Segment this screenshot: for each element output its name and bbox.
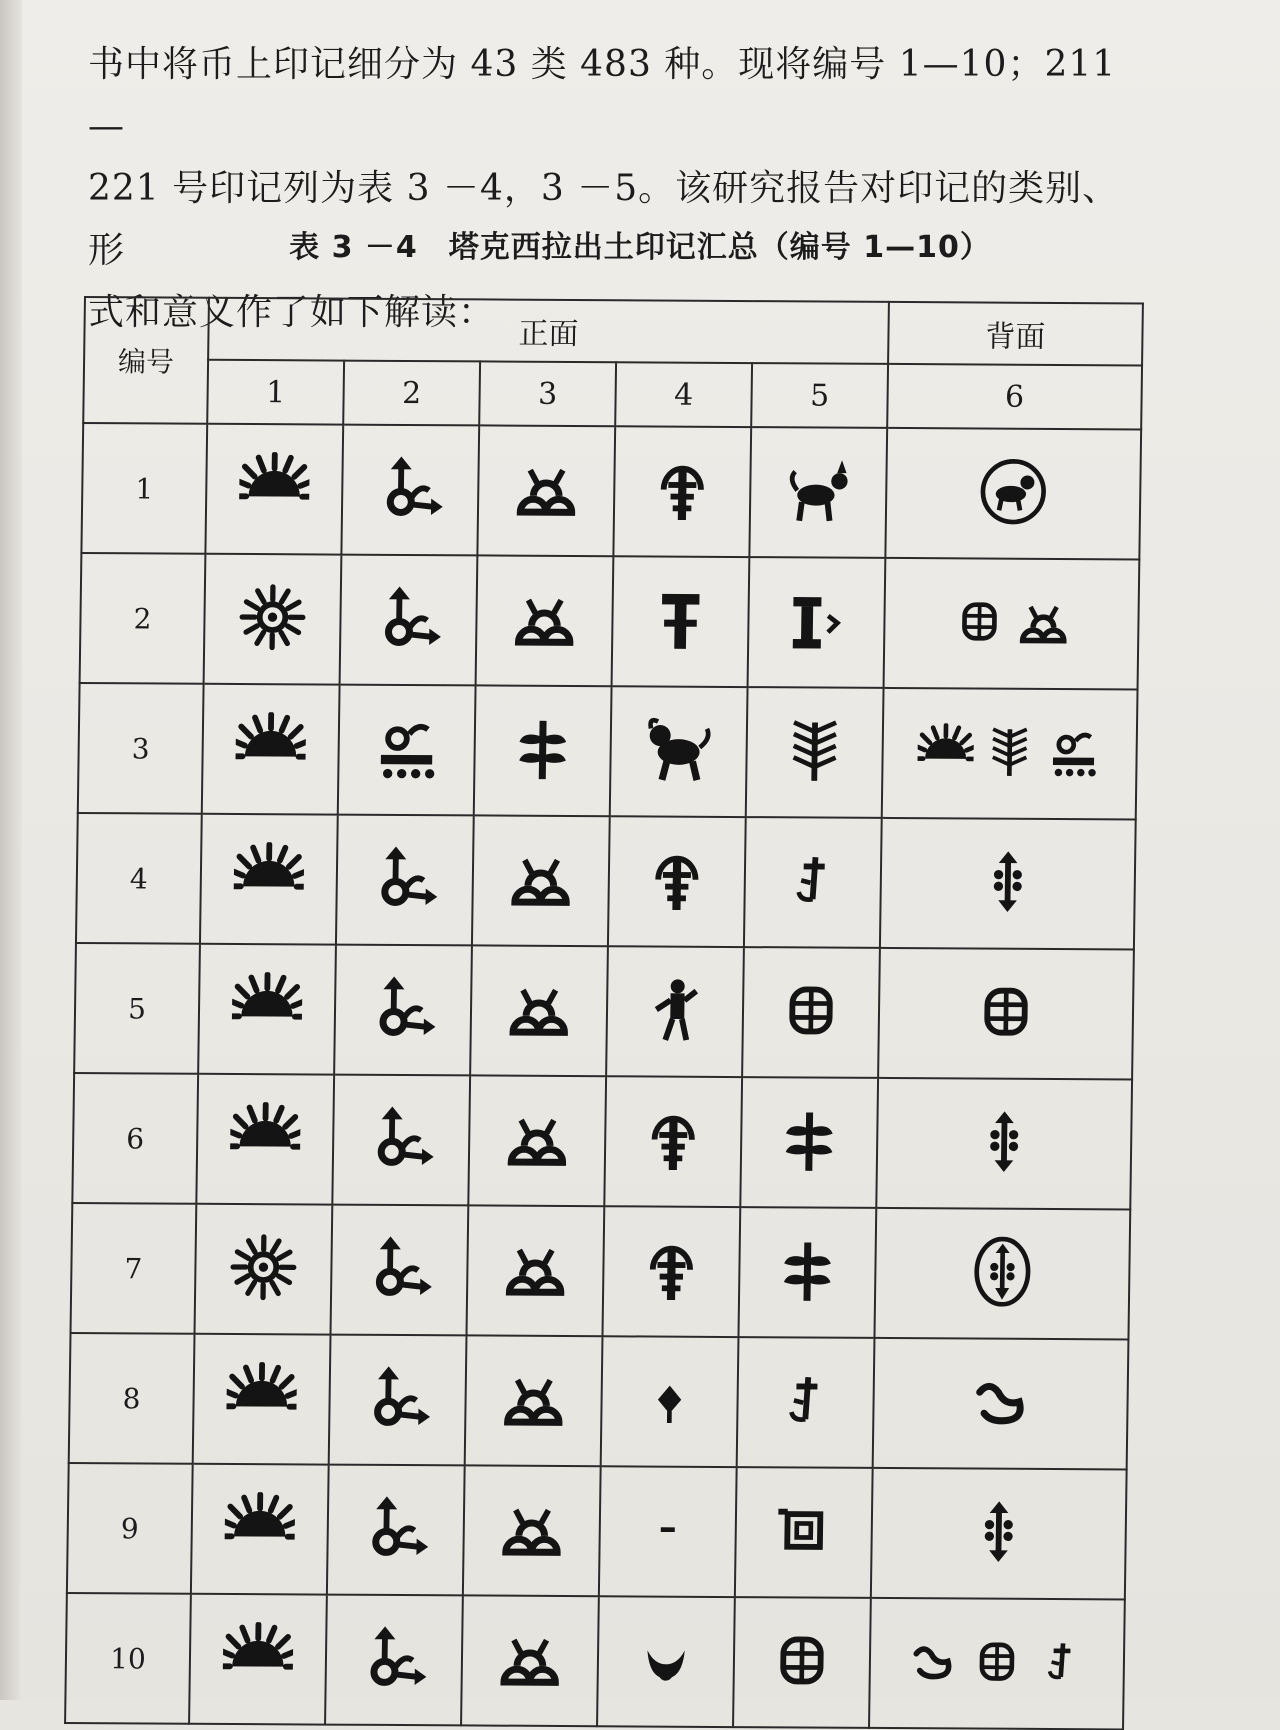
column-number: 1 xyxy=(207,360,344,425)
arrow-caduceus-symbol xyxy=(369,843,440,913)
table-row xyxy=(65,1593,1125,1729)
seal-cell xyxy=(468,1075,606,1206)
row-number: 2 xyxy=(80,553,206,684)
seal-mark-group xyxy=(776,975,847,1045)
seal-cell xyxy=(474,685,612,816)
seal-cell xyxy=(202,684,340,815)
seal-cell xyxy=(608,816,746,947)
seal-cell xyxy=(606,946,744,1077)
three-arched-hill-symbol xyxy=(505,844,576,914)
seal-mark-group xyxy=(770,1365,841,1435)
sun-symbol xyxy=(232,972,303,1042)
seal-cell xyxy=(470,945,608,1076)
seal-mark-group xyxy=(502,1104,573,1174)
seal-cell xyxy=(476,555,614,686)
sun-symbol xyxy=(230,1102,301,1172)
seal-cell xyxy=(749,427,887,558)
seal-cell xyxy=(876,1078,1132,1210)
standard-with-hook-symbol xyxy=(781,585,852,655)
tree-symbol xyxy=(981,724,1038,780)
three-arched-hill-symbol xyxy=(498,1364,569,1434)
seal-mark-group xyxy=(774,1105,845,1175)
small-glyph-symbol xyxy=(770,1365,841,1435)
seal-table-wrapper xyxy=(64,296,1144,1730)
intro-line: 221 号印记列为表 3 －4，3 －5。该研究报告对印记的类别、形 xyxy=(88,158,1148,282)
barrel-symbol xyxy=(971,976,1042,1046)
seal-mark-group xyxy=(630,1624,701,1694)
seal-cell xyxy=(880,818,1136,950)
seal-cell xyxy=(196,1074,334,1205)
seal-mark-group xyxy=(917,723,1102,780)
row-number: 9 xyxy=(67,1463,193,1594)
seal-cell xyxy=(733,1597,871,1728)
sun-wheel-symbol xyxy=(228,1232,299,1302)
table-row xyxy=(67,1463,1127,1599)
seal-cell xyxy=(604,1076,742,1207)
seal-cell xyxy=(869,1598,1125,1730)
column-number: 6 xyxy=(887,364,1142,430)
seal-mark-group xyxy=(643,714,714,784)
row-number: 1 xyxy=(81,423,207,554)
intro-line: 书中将币上印记细分为 43 类 483 种。现将编号 1—10；211— xyxy=(88,34,1148,158)
seal-mark-group xyxy=(779,715,850,785)
seal-cell xyxy=(329,1335,467,1466)
seal-mark-group xyxy=(226,1362,297,1432)
frame-glyph-symbol xyxy=(768,1495,839,1565)
three-arched-hill-symbol xyxy=(504,974,575,1044)
animal-in-circle-symbol xyxy=(978,456,1049,526)
seal-cell xyxy=(873,1338,1129,1470)
seal-cell xyxy=(871,1468,1127,1600)
seal-cell xyxy=(610,686,748,817)
taurine-symbol xyxy=(972,846,1043,916)
arrow-caduceus-symbol xyxy=(366,1103,437,1173)
table-row xyxy=(80,553,1140,689)
sun-symbol xyxy=(917,723,974,779)
row-number: 4 xyxy=(76,813,202,944)
seal-mark-group xyxy=(364,1233,435,1303)
table-row xyxy=(76,813,1136,949)
seal-mark-group xyxy=(500,1234,571,1304)
row-number: 8 xyxy=(69,1333,195,1464)
seal-cell xyxy=(334,945,472,1076)
seal-mark-group xyxy=(223,1622,294,1692)
seal-mark-group xyxy=(951,593,1072,650)
diamond-symbol xyxy=(634,1364,705,1434)
seal-mark-group xyxy=(369,843,440,913)
seal-mark-group xyxy=(511,454,582,524)
row-number: 3 xyxy=(78,683,204,814)
tree-in-railing-symbol xyxy=(638,1104,709,1174)
seal-mark-group xyxy=(766,1625,837,1695)
branch-symbol xyxy=(507,714,578,784)
seal-cell xyxy=(882,688,1138,820)
seal-cell xyxy=(738,1207,876,1338)
row-number: 10 xyxy=(65,1593,191,1724)
seal-mark-group xyxy=(366,1103,437,1173)
seal-mark-group xyxy=(235,712,306,782)
standard-symbol xyxy=(645,584,716,654)
seal-mark-group xyxy=(359,1623,430,1693)
row-number: 7 xyxy=(71,1203,197,1334)
seal-mark-group xyxy=(494,1624,565,1694)
taurine-symbol xyxy=(969,1106,1040,1176)
seal-mark-group xyxy=(768,1495,839,1565)
small-glyph-symbol xyxy=(777,845,848,915)
seal-cell xyxy=(735,1467,873,1598)
seal-mark-group xyxy=(233,842,304,912)
small-glyph-symbol xyxy=(1033,1634,1090,1690)
seal-cell xyxy=(477,425,615,556)
animal-dog-symbol xyxy=(783,455,854,525)
sun-symbol xyxy=(223,1622,294,1692)
taurine-in-oval-symbol xyxy=(967,1236,1038,1306)
seal-mark-group xyxy=(239,452,310,522)
three-arched-hill-symbol xyxy=(500,1234,571,1304)
column-number: 3 xyxy=(479,361,616,426)
seal-cell xyxy=(338,685,476,816)
seal-cell xyxy=(189,1594,327,1725)
column-number: 4 xyxy=(615,362,752,427)
branch-symbol xyxy=(774,1105,845,1175)
hook-symbol xyxy=(905,1633,962,1689)
seal-cell xyxy=(195,1204,333,1335)
row-number: 6 xyxy=(72,1073,198,1204)
seal-mark-group xyxy=(971,976,1042,1046)
table-row xyxy=(74,943,1134,1079)
animal-bull-symbol xyxy=(643,714,714,784)
seal-cell xyxy=(204,554,342,685)
taurine-symbol xyxy=(963,1496,1034,1566)
seal-mark-group xyxy=(645,584,716,654)
seal-cell xyxy=(198,944,336,1075)
seal-mark-group xyxy=(232,972,303,1042)
column-number: 5 xyxy=(751,363,888,428)
seal-mark-group xyxy=(632,1494,703,1564)
seal-cell xyxy=(884,558,1140,690)
seal-mark-group xyxy=(972,846,1043,916)
seal-cell xyxy=(191,1464,329,1595)
arrow-caduceus-symbol xyxy=(364,1233,435,1303)
column-number: 2 xyxy=(343,361,480,426)
seal-mark-group xyxy=(224,1492,295,1562)
seal-mark-group xyxy=(967,1236,1038,1306)
row-number: 5 xyxy=(74,943,200,1074)
seal-cell xyxy=(742,947,880,1078)
seal-mark-group xyxy=(237,582,308,652)
seal-mark-group xyxy=(371,713,442,783)
seal-mark-group xyxy=(965,1366,1036,1436)
seal-cell xyxy=(737,1337,875,1468)
table-row xyxy=(71,1203,1131,1339)
arrow-caduceus-symbol xyxy=(375,453,446,523)
table-caption: 表 3 －4 塔克西拉出土印记汇总（编号 1—10） xyxy=(0,222,1280,266)
seal-cell xyxy=(193,1334,331,1465)
seal-cell xyxy=(602,1206,740,1337)
seal-mark-group xyxy=(509,584,580,654)
seal-mark-group xyxy=(641,844,712,914)
composite-symbol xyxy=(1045,724,1102,780)
seal-cell xyxy=(744,817,882,948)
seal-mark-group xyxy=(969,1106,1040,1176)
seal-cell xyxy=(463,1465,601,1596)
seal-cell xyxy=(340,555,478,686)
seal-marks-table xyxy=(64,296,1144,1730)
seal-mark-group xyxy=(505,844,576,914)
seal-cell xyxy=(336,815,474,946)
table-row xyxy=(72,1073,1132,1209)
tree-symbol xyxy=(779,715,850,785)
dash-symbol xyxy=(632,1494,703,1564)
barrel-symbol xyxy=(951,593,1008,649)
three-arched-hill-symbol xyxy=(496,1494,567,1564)
tree-in-railing-symbol xyxy=(641,844,712,914)
human-figure-symbol xyxy=(640,974,711,1044)
arrow-caduceus-symbol xyxy=(360,1493,431,1563)
seal-cell xyxy=(466,1205,604,1336)
three-arched-hill-symbol xyxy=(509,584,580,654)
seal-cell xyxy=(461,1595,599,1726)
barrel-symbol xyxy=(766,1625,837,1695)
table-row xyxy=(69,1333,1129,1469)
seal-cell xyxy=(599,1466,737,1597)
seal-cell xyxy=(465,1335,603,1466)
seal-cell xyxy=(472,815,610,946)
seal-mark-group xyxy=(905,1633,1090,1690)
seal-mark-group xyxy=(781,585,852,655)
header-number: 编号 xyxy=(83,297,209,424)
seal-mark-group xyxy=(978,456,1049,526)
seal-cell xyxy=(748,557,886,688)
arrow-caduceus-symbol xyxy=(368,973,439,1043)
seal-mark-group xyxy=(496,1494,567,1564)
sun-symbol xyxy=(239,452,310,522)
seal-mark-group xyxy=(772,1235,843,1305)
seal-mark-group xyxy=(507,714,578,784)
seal-mark-group xyxy=(777,845,848,915)
seal-mark-group xyxy=(963,1496,1034,1566)
intro-line: 式和意义作了如下解读： xyxy=(88,282,1148,344)
seal-mark-group xyxy=(373,583,444,653)
seal-mark-group xyxy=(368,973,439,1043)
sun-wheel-symbol xyxy=(237,582,308,652)
table-row xyxy=(81,423,1141,559)
seal-cell xyxy=(601,1336,739,1467)
seal-cell xyxy=(740,1077,878,1208)
seal-mark-group xyxy=(636,1234,707,1304)
seal-cell xyxy=(612,556,750,687)
sun-symbol xyxy=(224,1492,295,1562)
seal-mark-group xyxy=(504,974,575,1044)
seal-cell xyxy=(200,814,338,945)
seal-mark-group xyxy=(640,974,711,1044)
seal-cell xyxy=(613,426,751,557)
seal-cell xyxy=(746,687,884,818)
seal-cell xyxy=(331,1205,469,1336)
seal-cell xyxy=(885,428,1141,560)
table-row xyxy=(78,683,1138,819)
seal-mark-group xyxy=(360,1493,431,1563)
seal-cell xyxy=(597,1596,735,1727)
sun-symbol xyxy=(226,1362,297,1432)
seal-mark-group xyxy=(230,1102,301,1172)
barrel-symbol xyxy=(969,1633,1026,1689)
seal-cell xyxy=(325,1595,463,1726)
seal-mark-group xyxy=(638,1104,709,1174)
sun-symbol xyxy=(233,842,304,912)
three-arched-hill-symbol xyxy=(1015,594,1072,650)
seal-mark-group xyxy=(375,453,446,523)
arrow-caduceus-symbol xyxy=(373,583,444,653)
composite-symbol xyxy=(371,713,442,783)
seal-cell xyxy=(327,1465,465,1596)
seal-mark-group xyxy=(228,1232,299,1302)
seal-mark-group xyxy=(498,1364,569,1434)
tree-in-railing-symbol xyxy=(636,1234,707,1304)
arrow-caduceus-symbol xyxy=(359,1623,430,1693)
hook-symbol xyxy=(965,1366,1036,1436)
barrel-symbol xyxy=(776,975,847,1045)
three-arched-hill-symbol xyxy=(502,1104,573,1174)
seal-cell xyxy=(332,1075,470,1206)
seal-mark-group xyxy=(647,454,718,524)
seal-cell xyxy=(878,948,1134,1080)
three-arched-hill-symbol xyxy=(511,454,582,524)
tree-in-railing-symbol xyxy=(647,454,718,524)
arrow-caduceus-symbol xyxy=(362,1363,433,1433)
header-obverse: 正面 xyxy=(208,298,889,364)
seal-cell xyxy=(874,1208,1130,1340)
sun-symbol xyxy=(235,712,306,782)
seal-cell xyxy=(341,425,479,556)
branch-symbol xyxy=(772,1235,843,1305)
table-body xyxy=(65,423,1141,1729)
seal-mark-group xyxy=(362,1363,433,1433)
seal-mark-group xyxy=(783,455,854,525)
seal-mark-group xyxy=(634,1364,705,1434)
seal-cell xyxy=(205,424,343,555)
crescent-symbol xyxy=(630,1624,701,1694)
three-arched-hill-symbol xyxy=(494,1624,565,1694)
header-reverse: 背面 xyxy=(888,302,1143,366)
